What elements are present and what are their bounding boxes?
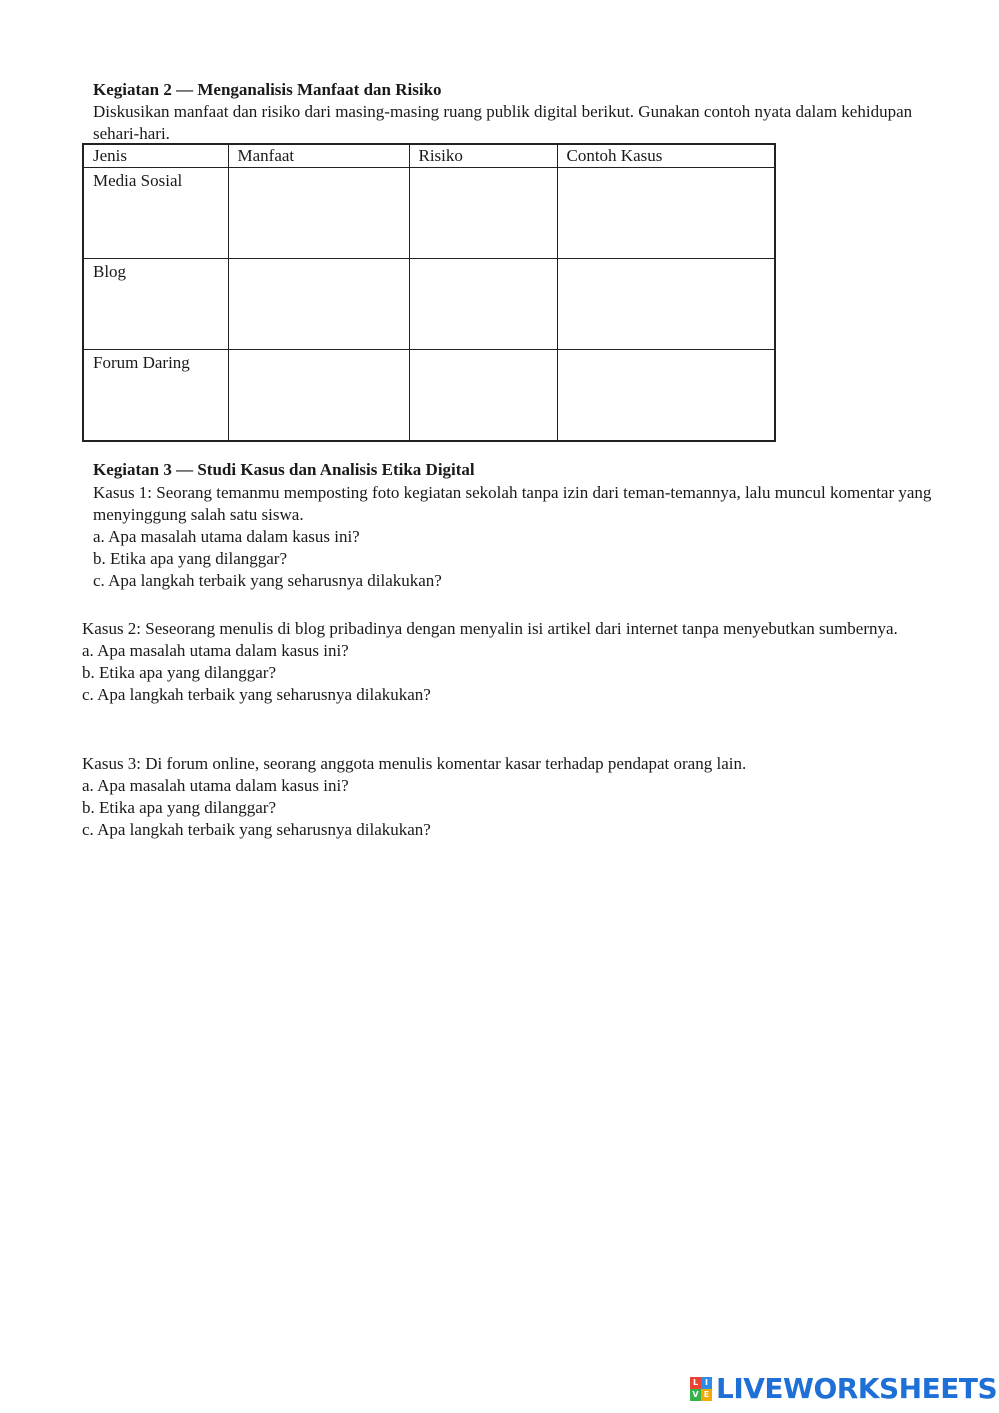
case-2-question-a: a. Apa masalah utama dalam kasus ini? [82,641,349,660]
logo-wordmark: LIVEWORKSHEETS [716,1372,998,1405]
liveworksheets-logo [690,1372,997,1406]
case-3-question-c: c. Apa langkah terbaik yang seharusnya dilakukan? [82,820,431,839]
row-label-forum-daring: Forum Daring [83,350,228,442]
case-3-question-b: b. Etika apa yang dilanggar? [82,798,277,817]
case-1-text: Kasus 1: Seorang temanmu memposting foto kegiatan sekolah tanpa izin dari teman-temannya, lalu muncul komentar yang menyinggung salah satu siswa. [93,483,932,524]
header-risiko: Risiko [409,144,557,168]
kegiatan-2-section [93,79,943,145]
answer-cell-manfaat[interactable] [228,259,409,350]
case-3-section [82,753,952,841]
table-row [83,168,775,259]
analysis-table [82,143,776,442]
answer-cell-risiko[interactable] [409,350,557,442]
case-1-question-c: c. Apa langkah terbaik yang seharusnya dilakukan? [93,571,442,590]
answer-cell-contoh-kasus[interactable] [557,168,775,259]
header-jenis: Jenis [83,144,228,168]
logo-mark-letter: I [701,1377,712,1389]
answer-cell-contoh-kasus[interactable] [557,259,775,350]
case-2-question-b: b. Etika apa yang dilanggar? [82,663,277,682]
answer-cell-manfaat[interactable] [228,350,409,442]
case-2-text: Kasus 2: Seseorang menulis di blog pribadinya dengan menyalin isi artikel dari internet tanpa menyebutkan sumbernya. [82,619,898,638]
kegiatan-3-section [93,459,953,592]
logo-mark-letter: E [701,1389,712,1401]
header-manfaat: Manfaat [228,144,409,168]
table-row [83,350,775,442]
case-2-section [82,618,952,706]
table-header-row [83,144,775,168]
header-contoh-kasus: Contoh Kasus [557,144,775,168]
row-label-media-sosial: Media Sosial [83,168,228,259]
kegiatan-3-title: Kegiatan 3 — Studi Kasus dan Analisis Etika Digital [93,460,475,479]
row-label-blog: Blog [83,259,228,350]
logo-mark-letter: V [690,1389,701,1401]
answer-cell-risiko[interactable] [409,168,557,259]
kegiatan-2-instruction: Diskusikan manfaat dan risiko dari masing-masing ruang publik digital berikut. Gunakan contoh nyata dalam kehidupan sehari-hari. [93,102,913,143]
case-1-question-a: a. Apa masalah utama dalam kasus ini? [93,527,360,546]
table-row [83,259,775,350]
case-2-question-c: c. Apa langkah terbaik yang seharusnya dilakukan? [82,685,431,704]
answer-cell-risiko[interactable] [409,259,557,350]
answer-cell-contoh-kasus[interactable] [557,350,775,442]
case-3-question-a: a. Apa masalah utama dalam kasus ini? [82,776,349,795]
logo-mark-letter: L [690,1377,701,1389]
case-1-question-b: b. Etika apa yang dilanggar? [93,549,288,568]
case-3-text: Kasus 3: Di forum online, seorang anggota menulis komentar kasar terhadap pendapat orang lain. [82,754,747,773]
kegiatan-2-title: Kegiatan 2 — Menganalisis Manfaat dan Risiko [93,80,442,99]
answer-cell-manfaat[interactable] [228,168,409,259]
liveworksheets-logo-icon [690,1377,712,1401]
